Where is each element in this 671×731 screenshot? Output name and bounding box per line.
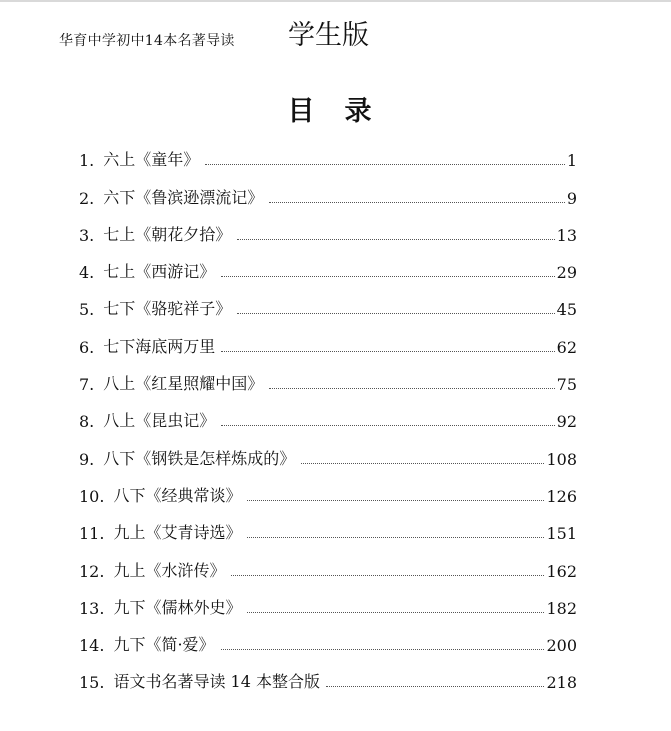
toc-entry-page-number: 45 — [556, 300, 577, 320]
toc-entry-title: 七下《骆驼祥子》 — [103, 299, 232, 319]
toc-entry[interactable] — [79, 431, 577, 468]
toc-entry-number: 7. — [79, 375, 95, 395]
toc-entry-title: 七上《朝花夕拾》 — [103, 224, 232, 244]
toc-entry-page-number: 151 — [546, 524, 577, 544]
toc-entry-number: 10. — [79, 486, 105, 506]
toc-dot-leader — [247, 537, 544, 538]
toc-dot-leader — [205, 164, 565, 165]
toc-entry-title: 九下《简·爱》 — [113, 635, 215, 655]
toc-dot-leader — [221, 425, 554, 426]
toc-dot-leader — [247, 500, 544, 501]
toc-entry-page-number: 218 — [546, 673, 577, 693]
toc-dot-leader — [301, 463, 544, 464]
toc-entry-page-number: 75 — [556, 375, 577, 395]
toc-entry-number: 9. — [79, 449, 95, 469]
toc-entry[interactable] — [79, 208, 577, 245]
toc-entry[interactable] — [79, 618, 577, 655]
toc-dot-leader — [269, 388, 554, 389]
toc-dot-leader — [221, 649, 545, 650]
toc-dot-leader — [221, 276, 554, 277]
toc-entry-page-number: 13 — [556, 225, 577, 245]
toc-dot-leader — [247, 612, 544, 613]
toc-entry-page-number: 200 — [546, 636, 577, 656]
toc-entry-number: 6. — [79, 337, 95, 357]
toc-entry[interactable] — [79, 655, 577, 692]
toc-entry-page-number: 92 — [556, 412, 577, 432]
toc-entry-title: 八上《红星照耀中国》 — [103, 374, 264, 394]
toc-entry-number: 3. — [79, 225, 95, 245]
toc-entry-number: 5. — [79, 300, 95, 320]
toc-entry-title: 九下《儒林外史》 — [113, 597, 242, 617]
toc-entry[interactable] — [79, 394, 577, 431]
toc-entry-page-number: 162 — [546, 561, 577, 581]
toc-entry-number: 4. — [79, 263, 95, 283]
toc-entry[interactable] — [79, 469, 577, 506]
toc-entry-title: 六上《童年》 — [103, 150, 200, 170]
toc-entry-number: 13. — [79, 598, 105, 618]
toc-dot-leader — [269, 202, 565, 203]
toc-entry[interactable] — [79, 543, 577, 580]
toc-entry-title: 八上《昆虫记》 — [103, 411, 216, 431]
toc-entry-page-number: 126 — [546, 486, 577, 506]
toc-entry[interactable] — [79, 133, 577, 170]
toc-entry-number: 2. — [79, 188, 95, 208]
header-school-title: 华育中学初中14本名著导读 — [59, 33, 235, 49]
toc-entry-title: 七上《西游记》 — [103, 262, 216, 282]
toc-entry[interactable] — [79, 319, 577, 356]
toc-entry[interactable] — [79, 357, 577, 394]
toc-entry-page-number: 29 — [556, 263, 577, 283]
toc-entry-title: 七下海底两万里 — [103, 336, 216, 356]
toc-entry-title: 六下《鲁滨逊漂流记》 — [103, 187, 264, 207]
toc-dot-leader — [237, 313, 554, 314]
toc-list — [79, 133, 577, 692]
toc-entry-number: 11. — [79, 524, 105, 544]
toc-dot-leader — [231, 575, 544, 576]
toc-entry-number: 12. — [79, 561, 105, 581]
toc-entry-title: 八下《钢铁是怎样炼成的》 — [103, 448, 296, 468]
toc-dot-leader — [326, 686, 544, 687]
toc-entry-number: 14. — [79, 636, 105, 656]
toc-entry[interactable] — [79, 506, 577, 543]
toc-entry-title: 语文书名著导读 14 本整合版 — [113, 672, 320, 692]
toc-dot-leader — [237, 239, 554, 240]
toc-entry-page-number: 62 — [556, 337, 577, 357]
toc-entry[interactable] — [79, 282, 577, 319]
toc-entry-title: 八下《经典常谈》 — [113, 485, 242, 505]
toc-entry[interactable] — [79, 245, 577, 282]
toc-entry-page-number: 1 — [566, 151, 577, 171]
toc-dot-leader — [221, 351, 554, 352]
toc-entry-page-number: 182 — [546, 598, 577, 618]
toc-entry-page-number: 108 — [546, 449, 577, 469]
toc-entry-page-number: 9 — [566, 188, 577, 208]
toc-title: 目录 — [287, 96, 402, 127]
toc-entry-number: 1. — [79, 151, 95, 171]
toc-entry[interactable] — [79, 170, 577, 207]
toc-entry-title: 九上《艾青诗选》 — [113, 523, 242, 543]
toc-entry-title: 九上《水浒传》 — [113, 560, 226, 580]
page-top-border — [0, 0, 671, 2]
header-edition-label: 学生版 — [288, 20, 369, 51]
toc-entry-number: 8. — [79, 412, 95, 432]
toc-entry[interactable] — [79, 581, 577, 618]
toc-entry-number: 15. — [79, 673, 105, 693]
